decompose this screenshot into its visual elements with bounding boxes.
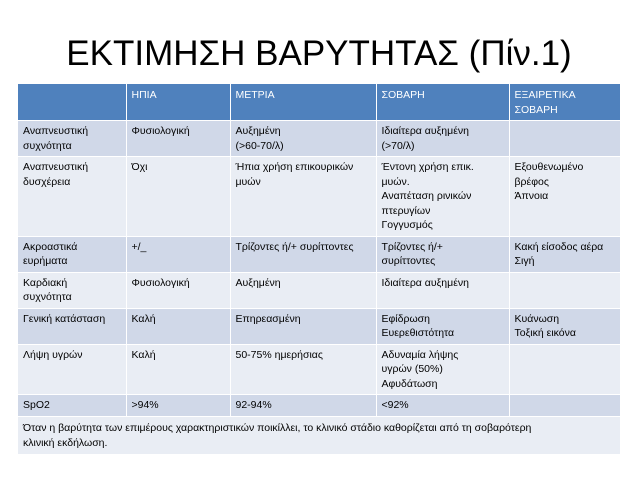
cell-line: Αδυναμία λήψης [381, 348, 459, 361]
cell-line: Επηρεασμένη [235, 312, 301, 325]
cell-mild [126, 236, 230, 272]
cell-line: Τοξική εικόνα [514, 327, 576, 339]
header-severe: ΣΟΒΑΡΗ [376, 84, 509, 121]
table-row [18, 157, 620, 237]
header-mild: ΗΠΙΑ [126, 84, 230, 121]
cell-line: πτερυγίων [381, 204, 431, 217]
cell-line: Καλή [131, 348, 156, 361]
cell-moderate [230, 236, 376, 272]
cell-extreme [509, 121, 620, 157]
cell-line: 92-94% [235, 399, 272, 411]
cell-line: 50-75% ημερήσιας [235, 348, 323, 361]
cell-line: δυσχέρεια [23, 175, 71, 188]
cell-line: Κυάνωση [514, 312, 560, 325]
cell-extreme [509, 344, 620, 395]
severity-table [18, 84, 621, 455]
table-row [18, 395, 620, 417]
cell-line: Σιγή [514, 255, 535, 267]
cell-line: Καρδιακή [23, 276, 68, 289]
cell-severe [376, 121, 509, 157]
table-row [18, 236, 620, 272]
cell-line: Εξουθενωμένο [514, 161, 584, 173]
cell-line: Ήπια χρήση επικουρικών [235, 161, 354, 173]
cell-mild [126, 272, 230, 308]
cell-line: Αναπνευστική [23, 161, 89, 173]
cell-line: μυών. [381, 175, 410, 188]
header-corner [18, 84, 126, 121]
cell-line: Φυσιολογική [131, 276, 190, 289]
note-line: κλινική εκδήλωση. [23, 436, 108, 449]
cell-line: Φυσιολογική [131, 125, 190, 137]
cell-extreme [509, 272, 620, 308]
cell-moderate [230, 157, 376, 237]
note-cell [18, 416, 620, 454]
cell-line: Άπνοια [514, 190, 549, 202]
cell-moderate [230, 272, 376, 308]
cell-line: Αυξημένη [235, 125, 281, 137]
cell-line: Κακή είσοδος αέρα [514, 240, 604, 253]
cell-severe [376, 395, 509, 417]
header-extreme: ΕΞΑΙΡΕΤΙΚΑ ΣΟΒΑΡΗ [509, 84, 620, 121]
table-row [18, 121, 620, 157]
cell-severe [376, 236, 509, 272]
cell-line: Καλή [131, 312, 156, 325]
cell-line: Ακροαστικά [23, 240, 78, 253]
cell-line: Γογγυσμός [381, 219, 433, 231]
cell-extreme [509, 236, 620, 272]
cell-line: συχνότητα [23, 291, 72, 303]
cell-moderate [230, 395, 376, 417]
cell-severe [376, 308, 509, 344]
table-row [18, 344, 620, 395]
cell-line: (>60-70/λ) [235, 139, 284, 152]
cell-line: Έντονη χρήση επικ. [381, 161, 474, 173]
cell-line: Ευερεθιστότητα [381, 327, 455, 339]
cell-label [18, 395, 126, 417]
table-row [18, 308, 620, 344]
cell-mild [126, 157, 230, 237]
cell-extreme [509, 395, 620, 417]
table-header-row [18, 84, 620, 121]
cell-line: Αφυδάτωση [381, 377, 438, 390]
cell-line: βρέφος [514, 175, 549, 188]
cell-line: Ιδιαίτερα αυξημένη [381, 276, 469, 289]
cell-line: +/_ [131, 240, 147, 253]
cell-label [18, 121, 126, 157]
note-row [18, 416, 620, 454]
cell-severe [376, 272, 509, 308]
cell-line: Ιδιαίτερα αυξημένη [381, 125, 469, 137]
note-line: Όταν η βαρύτητα των επιμέρους χαρακτηριστικών ποικίλλει, το κλινικό στάδιο καθορίζεται από τη σοβαρότερη [23, 421, 532, 434]
cell-label [18, 236, 126, 272]
cell-label [18, 157, 126, 237]
cell-line: μυών [235, 175, 261, 188]
cell-line: Εφίδρωση [381, 312, 430, 325]
cell-extreme [509, 157, 620, 237]
cell-line: συχνότητα [23, 139, 72, 152]
cell-moderate [230, 121, 376, 157]
cell-line: Όχι [131, 161, 148, 173]
cell-line: υγρών (50%) [381, 363, 443, 375]
cell-line: Αναπέταση ρινικών [381, 190, 472, 202]
cell-line: (>70/λ) [381, 139, 415, 152]
cell-line: συρίττοντες [381, 255, 436, 267]
cell-label [18, 344, 126, 395]
cell-line: SpO2 [23, 399, 50, 411]
cell-line: <92% [381, 399, 409, 411]
cell-line: Τρίζοντες ή/+ [381, 240, 443, 253]
cell-severe [376, 344, 509, 395]
cell-line: Λήψη υγρών [23, 348, 83, 361]
table-row [18, 272, 620, 308]
cell-line: Γενική κατάσταση [23, 312, 106, 325]
cell-mild [126, 395, 230, 417]
cell-line: Αναπνευστική [23, 125, 89, 137]
cell-mild [126, 121, 230, 157]
table-body [18, 121, 620, 455]
cell-label [18, 272, 126, 308]
cell-line: >94% [131, 399, 159, 411]
cell-severe [376, 157, 509, 237]
cell-label [18, 308, 126, 344]
cell-moderate [230, 308, 376, 344]
cell-line: Αυξημένη [235, 276, 281, 289]
cell-extreme [509, 308, 620, 344]
header-moderate: ΜΕΤΡΙΑ [230, 84, 376, 121]
cell-mild [126, 344, 230, 395]
cell-moderate [230, 344, 376, 395]
slide-title: ΕΚΤΙΜΗΣΗ ΒΑΡΥΤΗΤΑΣ (Πίν.1) [66, 34, 572, 73]
cell-mild [126, 308, 230, 344]
cell-line: ευρήματα [23, 255, 68, 267]
cell-line: Τρίζοντες ή/+ συρίττοντες [235, 240, 354, 253]
